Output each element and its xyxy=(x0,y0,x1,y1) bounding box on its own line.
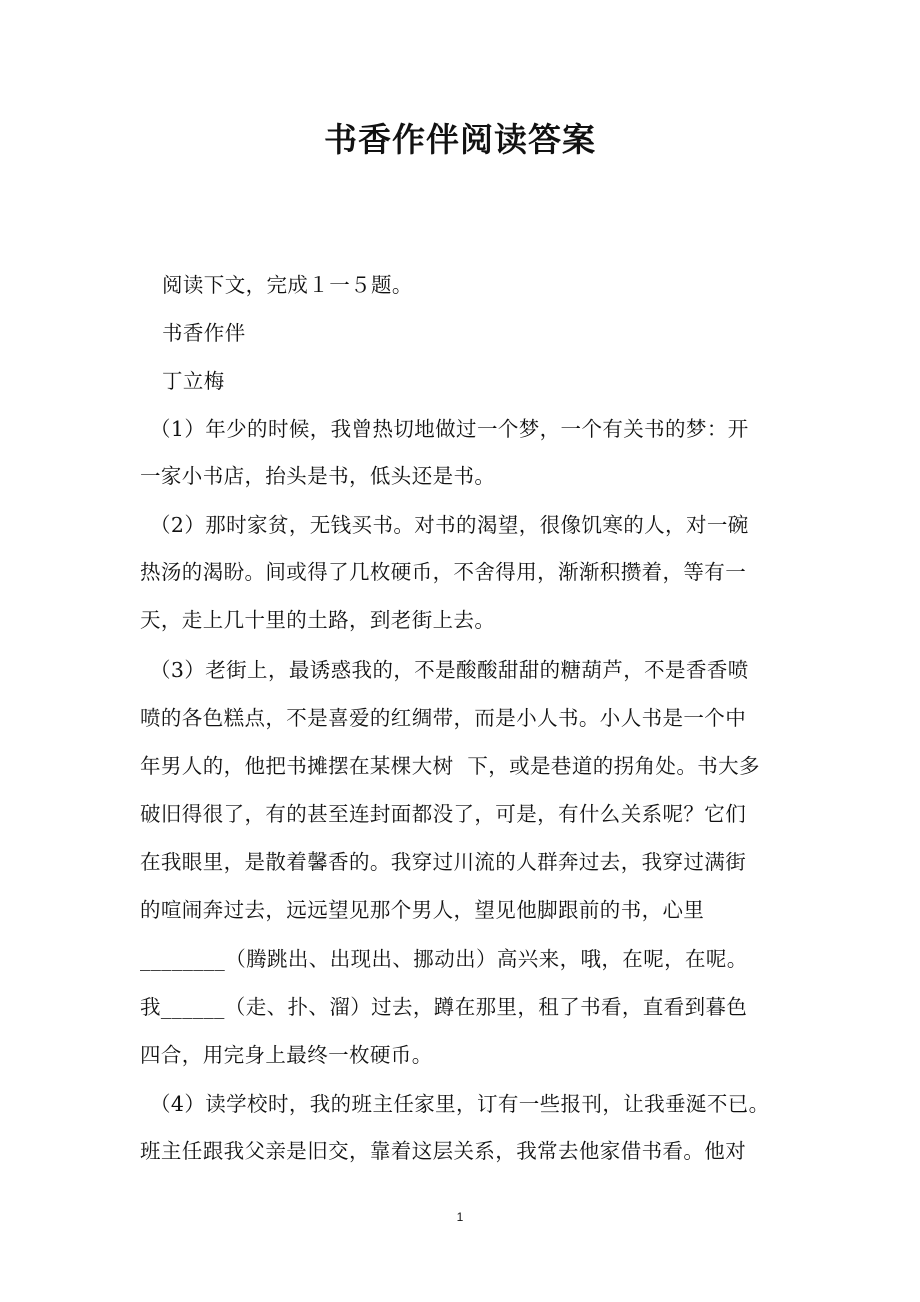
article-author: 丁立梅 xyxy=(162,369,225,393)
paragraph-line: 天，走上几十里的土路，到老街上去。 xyxy=(140,608,496,632)
instruction-line: 阅读下文，完成１一５题。 xyxy=(162,273,413,297)
paragraph-line: 在我眼里，是散着馨香的。我穿过川流的人群奔过去，我穿过满街 xyxy=(140,850,747,874)
paragraph-line-blank: 我______（走、扑、溜）过去，蹲在那里，租了书看，直看到暮色 xyxy=(140,995,748,1019)
document-title: 书香作伴阅读答案 xyxy=(324,120,596,159)
paragraph-line: 年男人的，他把书摊摆在某棵大树 下，或是巷道的拐角处。书大多 xyxy=(140,754,760,778)
paragraph-line: 的喧闹奔过去，远远望见那个男人，望见他脚跟前的书，心里 xyxy=(140,898,705,922)
paragraph-line: 四合，用完身上最终一枚硬币。 xyxy=(140,1043,433,1067)
paragraph-line: （3）老街上，最诱惑我的，不是酸酸甜甜的糖葫芦，不是香香喷 xyxy=(150,658,749,682)
paragraph-line: （4）读学校时，我的班主任家里，订有一些报刊，让我垂涎不已。 xyxy=(150,1092,770,1116)
paragraph-line: 喷的各色糕点，不是喜爱的红绸带，而是小人书。小人书是一个中 xyxy=(140,706,747,730)
paragraph-line: （1）年少的时候，我曾热切地做过一个梦，一个有关书的梦：开 xyxy=(150,417,749,441)
paragraph-line-blank: ________（腾跳出、出现出、挪动出）高兴来，哦，在呢，在呢。 xyxy=(140,947,748,971)
paragraph-line: 热汤的渴盼。间或得了几枚硬币，不舍得用，渐渐积攒着，等有一 xyxy=(140,560,747,584)
article-title: 书香作伴 xyxy=(162,321,246,345)
paragraph-line: 破旧得很了，有的甚至连封面都没了，可是，有什么关系呢？它们 xyxy=(140,802,747,826)
paragraph-line: 一家小书店，抬头是书，低头还是书。 xyxy=(140,464,496,488)
paragraph-line: （2）那时家贫，无钱买书。对书的渴望，很像饥寒的人，对一碗 xyxy=(150,513,749,537)
paragraph-line: 班主任跟我父亲是旧交，靠着这层关系，我常去他家借书看。他对 xyxy=(140,1139,747,1163)
page-number: 1 xyxy=(456,1210,464,1224)
